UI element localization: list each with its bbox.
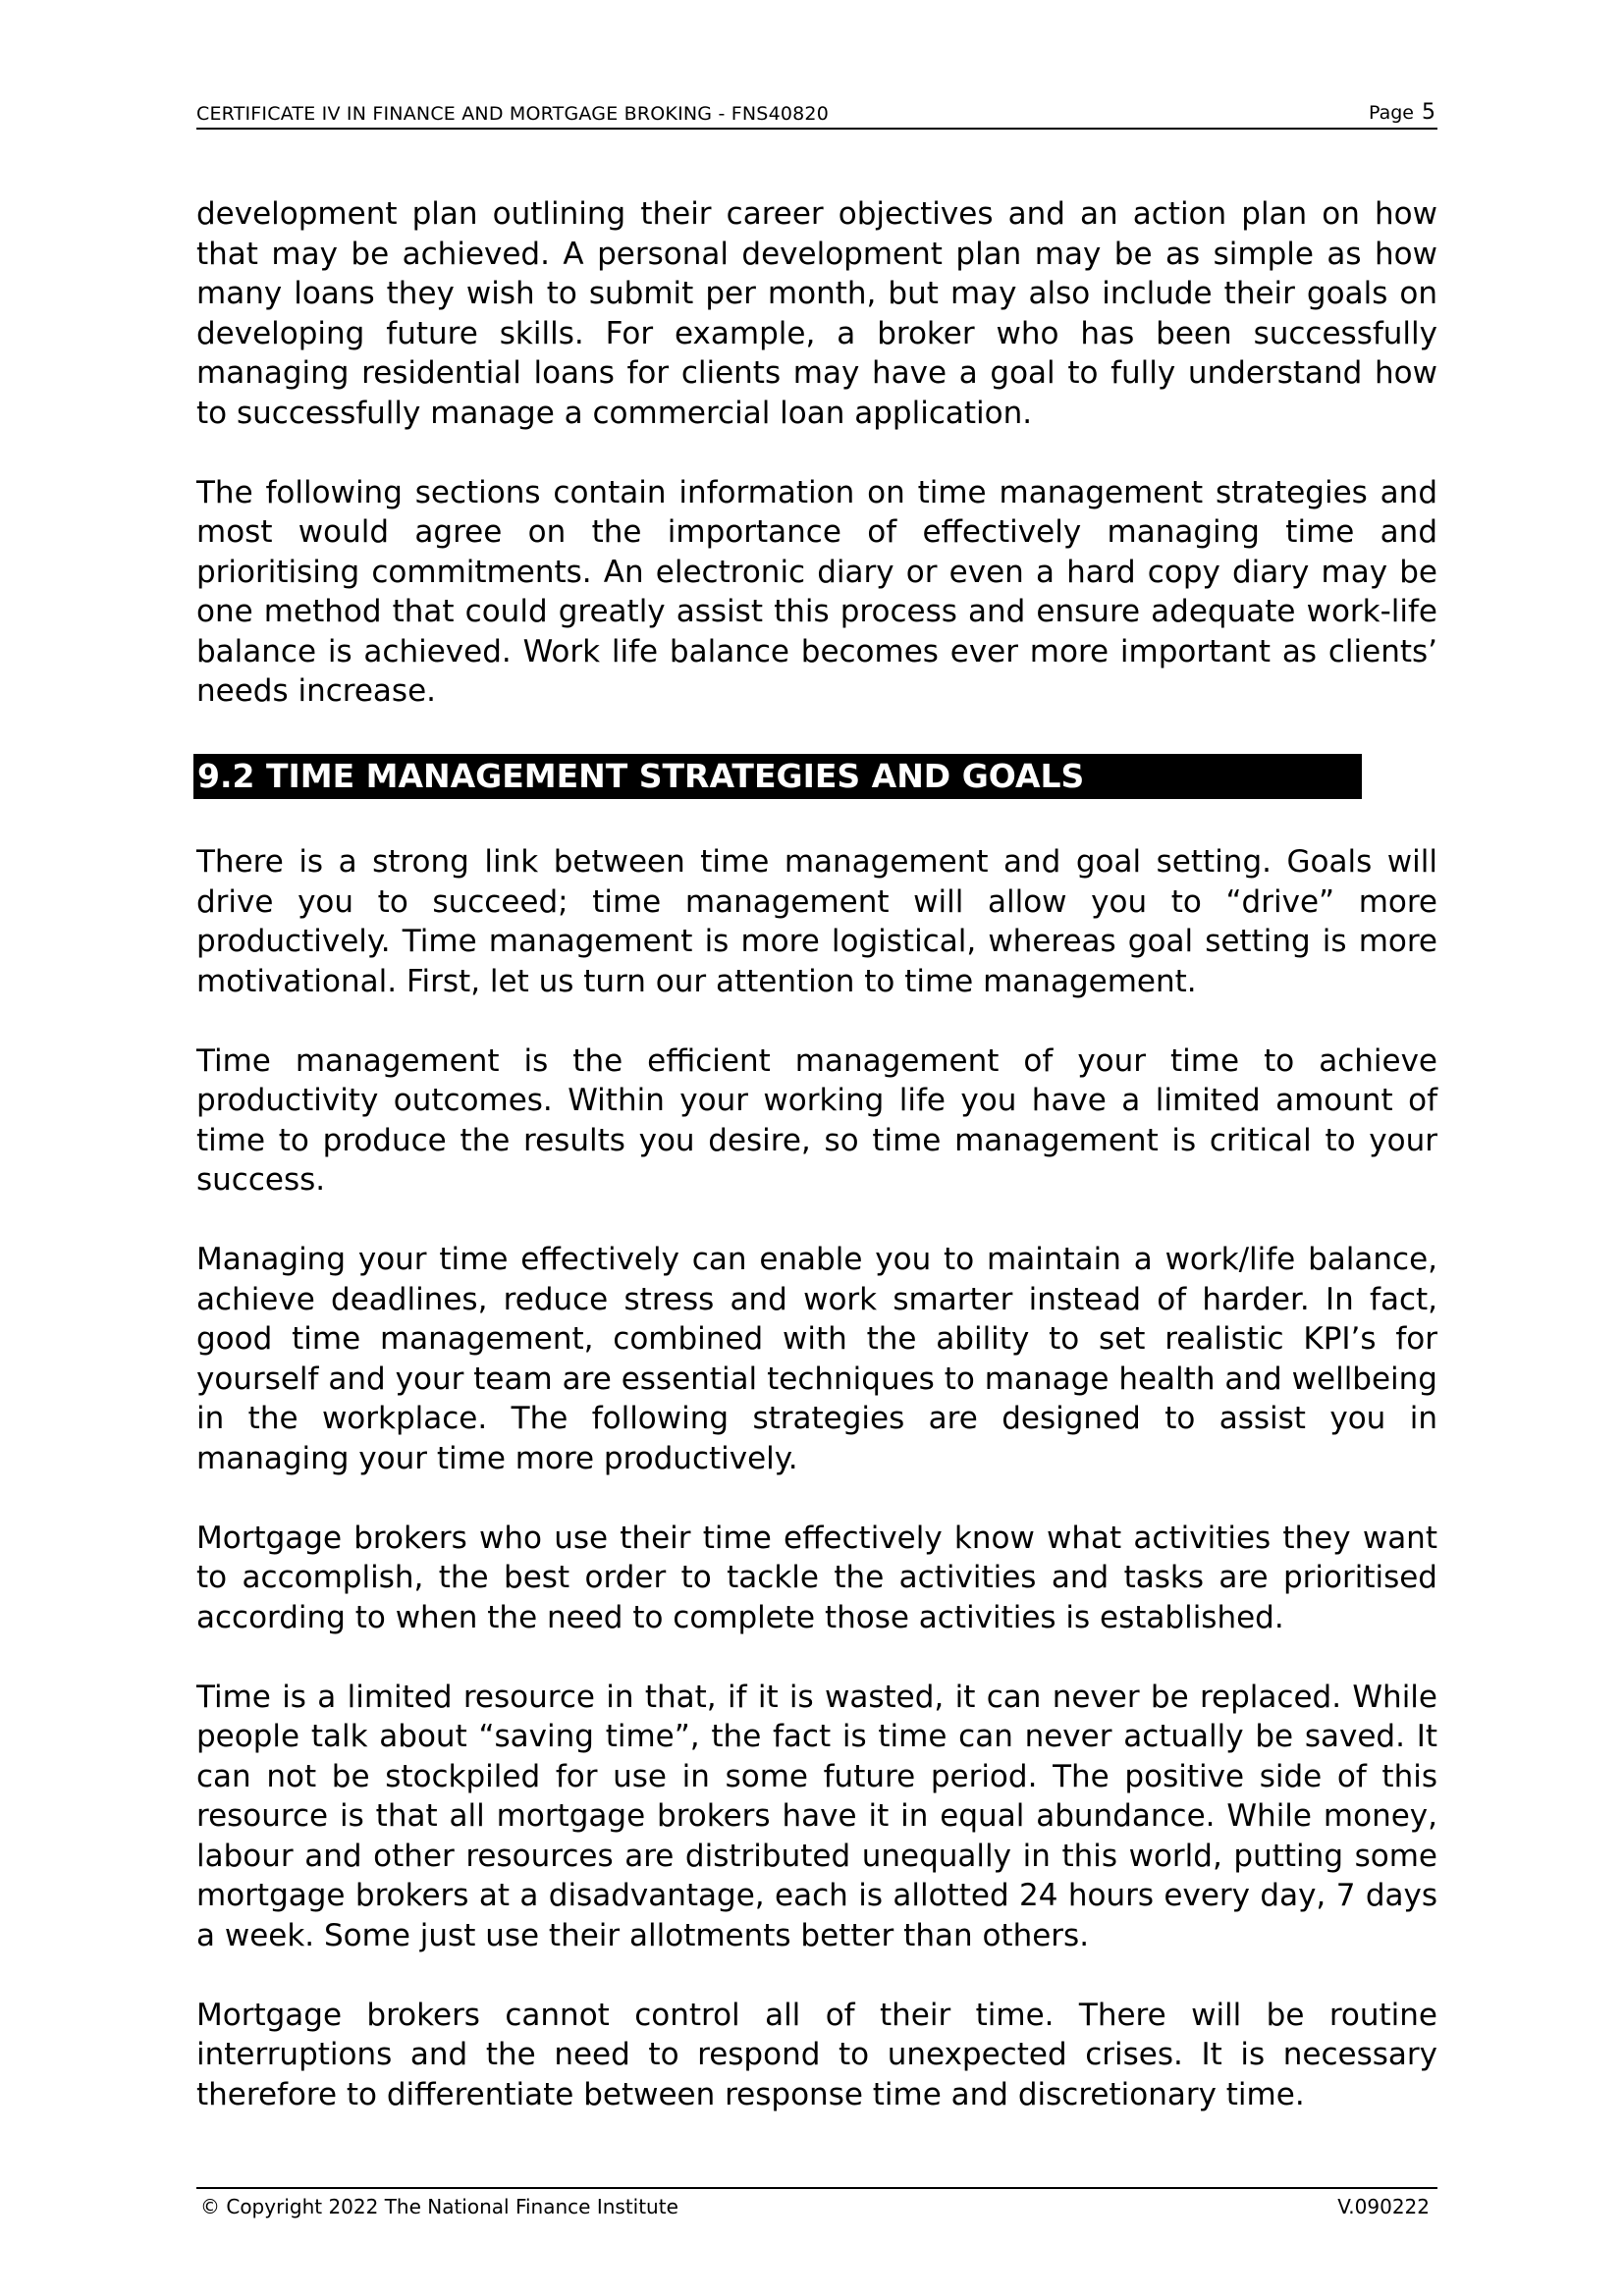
version-label: V.090222 xyxy=(1337,2195,1430,2218)
copyright-notice: © Copyright 2022 The National Finance Institute xyxy=(200,2195,678,2218)
paragraph: Managing your time effectively can enable you to maintain a work/life balance, achieve deadlines, reduce stress and work smarter instead of harder. In fact, good time management, combined with the ability to set realistic KPI’s for yourself and your team are essential techniques to manage health and wellbeing in the workplace. The following strategies are designed to assist you in managing your time more productively. xyxy=(196,1242,1437,1476)
page-header xyxy=(196,98,1437,130)
paragraph: The following sections contain information on time management strategies and most would agree on the importance of effectively managing time and prioritising commitments. An electronic diary or even a hard copy diary may be one method that could greatly assist this process and ensure adequate work-life balance is achieved. Work life balance becomes ever more important as clients’ needs increase. xyxy=(196,474,1437,709)
section-heading: 9.2 TIME MANAGEMENT STRATEGIES AND GOALS xyxy=(193,754,1362,799)
paragraph: Mortgage brokers cannot control all of their time. There will be routine interruptions and the need to respond to unexpected crises. It is necessary therefore to differentiate between response time and discretionary time. xyxy=(196,1997,1437,2112)
paragraph: Mortgage brokers who use their time effectively know what activities they want to accomplish, the best order to tackle the activities and tasks are prioritised according to when the need to complete those activities is established. xyxy=(196,1520,1437,1635)
page-number xyxy=(1369,100,1435,125)
intro-text xyxy=(196,194,1437,712)
page-footer xyxy=(196,2187,1437,2228)
paragraph: development plan outlining their career objectives and an action plan on how that may be achieved. A personal development plan may be as simple as how many loans they wish to submit per month, but may also include their goals on developing future skills. For example, a broker who has been successfully managing residential loans for clients may have a goal to fully understand how to successfully manage a commercial loan application. xyxy=(196,196,1437,431)
page-number-value: 5 xyxy=(1422,100,1435,125)
page-label: Page xyxy=(1369,102,1414,124)
document-title: CERTIFICATE IV IN FINANCE AND MORTGAGE BROKING - FNS40820 xyxy=(196,103,830,125)
paragraph: There is a strong link between time management and goal setting. Goals will drive you to succeed; time management will allow you to “drive” more productively. Time management is more logistical, whereas goal setting is more motivational. First, let us turn our attention to time management. xyxy=(196,844,1437,999)
paragraph: Time is a limited resource in that, if it is wasted, it can never be replaced. While people talk about “saving time”, the fact is time can never actually be saved. It can not be stockpiled for use in some future period. The positive side of this resource is that all mortgage brokers have it in equal abundance. While money, labour and other resources are distributed unequally in this world, putting some mortgage brokers at a disadvantage, each is allotted 24 hours every day, 7 days a week. Some just use their allotments better than others. xyxy=(196,1679,1437,1953)
paragraph: Time management is the efficient management of your time to achieve productivity outcomes. Within your working life you have a limited amount of time to produce the results you desire, so time management is critical to your success. xyxy=(196,1042,1437,1198)
section-body xyxy=(196,842,1437,2114)
